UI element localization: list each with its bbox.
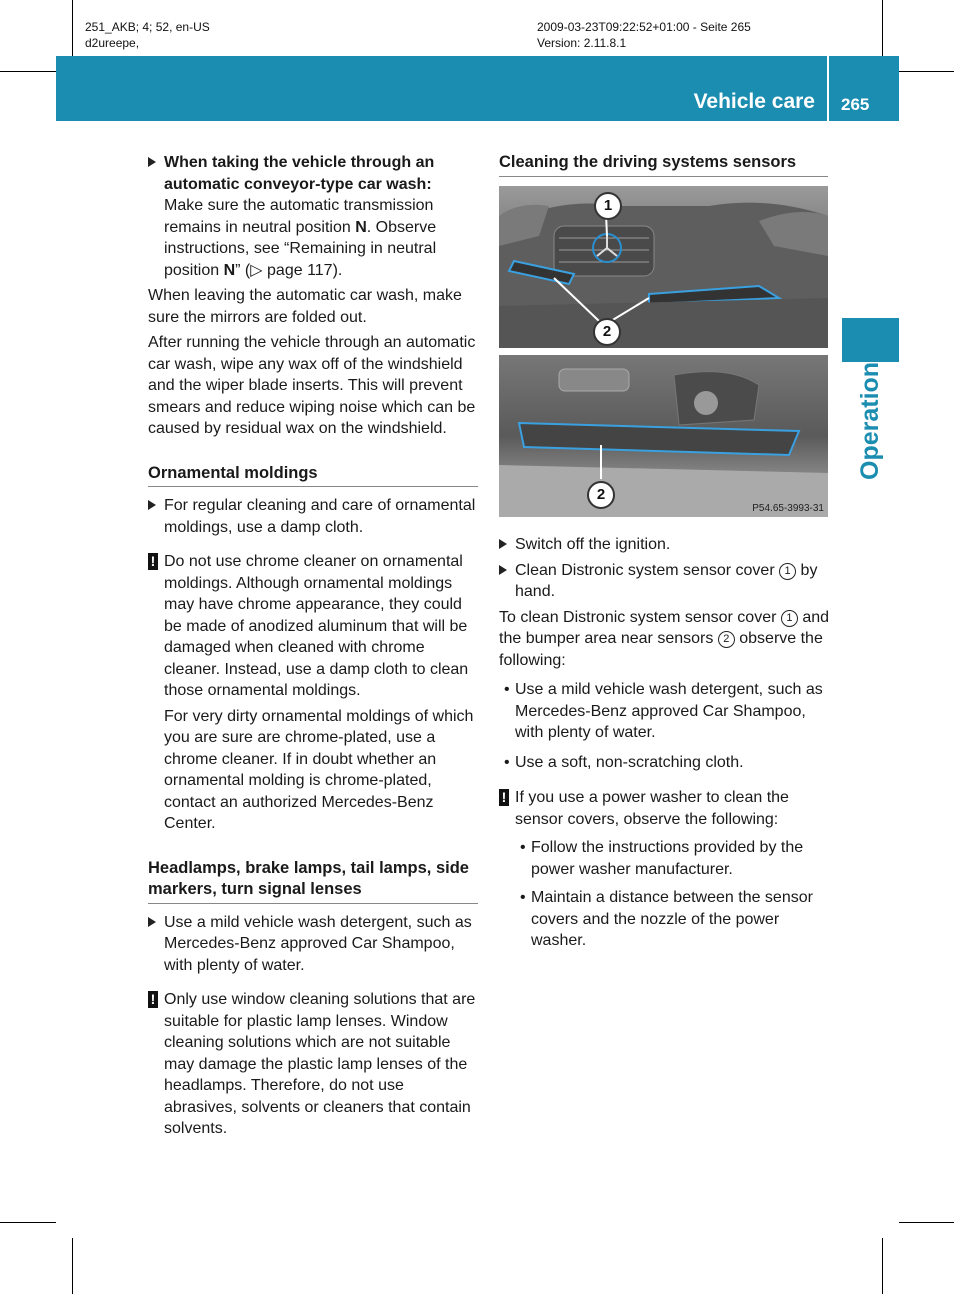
step-text: Switch off the ignition. — [515, 536, 671, 553]
list-item — [499, 679, 829, 744]
number-1-icon: 1 — [781, 610, 798, 627]
step-arrow-icon — [148, 500, 156, 510]
page-ref-arrow-icon: ▷ — [250, 261, 263, 279]
rear-car-illustration — [499, 355, 828, 517]
paragraph-intro — [499, 607, 829, 672]
power-washer-warning — [499, 787, 829, 952]
number-2-icon: 2 — [718, 631, 735, 648]
lamps-warning — [148, 989, 478, 1140]
intro-text: and the bumper area near sensors — [499, 608, 830, 647]
step-text: Make sure the automatic transmission remains in neutral position — [164, 197, 434, 236]
conveyor-wash-step — [148, 152, 478, 281]
bullet-icon: • — [520, 889, 526, 906]
gear-position: N — [355, 218, 367, 236]
ornamental-step — [148, 495, 478, 538]
ignition-step — [499, 534, 829, 556]
print-meta-left — [85, 19, 210, 51]
front-car-illustration — [499, 186, 828, 348]
right-column — [499, 534, 829, 952]
step-text: Use a mild vehicle wash detergent, such as Mercedes-Benz approved Car Shampoo, with plenty of water. — [164, 913, 472, 974]
warning-icon: ! — [499, 789, 509, 806]
rear-bumper-photo — [499, 355, 828, 517]
meta-line: 2009-03-23T09:22:52+01:00 - Seite 265 — [537, 20, 751, 34]
step-arrow-icon — [148, 917, 156, 927]
paragraph-mirrors: When leaving the automatic car wash, make sure the mirrors are folded out. — [148, 287, 462, 326]
gear-position: N — [223, 261, 236, 279]
list-item — [515, 837, 829, 880]
header-divider — [827, 56, 829, 121]
front-bumper-photo — [499, 186, 828, 348]
step-text: by hand. — [515, 561, 818, 600]
warning-text: For very dirty ornamental moldings of which you are sure are chrome-plated, use a chrome cleaner. If in doubt whether an ornamental molding is chrome-plated, contact an authorized Mercedes-Benz Center. — [164, 707, 474, 832]
list-item — [499, 752, 829, 774]
crop-mark — [0, 1222, 56, 1223]
bullet-icon: • — [520, 839, 526, 856]
warning-text: Do not use chrome cleaner on ornamental moldings. Although ornamental moldings may have chrome appearance, they could be made of anodized aluminum that will be damaged when cleaned with chrome cleaner. Instead, use a damp cloth to clean those ornamental moldings. — [164, 553, 469, 699]
right-column-header — [499, 152, 828, 177]
callout-2: 2 — [593, 318, 621, 346]
step-text: ” ( — [235, 261, 251, 279]
heading-ornamental: Ornamental moldings — [148, 463, 478, 488]
step-text: . Observe instructions, see “Remaining in neutral position — [164, 218, 437, 279]
meta-line: d2ureepe, — [85, 36, 140, 50]
page-number: 265 — [841, 95, 870, 114]
lamps-step — [148, 912, 478, 977]
bullet-icon: • — [504, 753, 510, 771]
header-bar — [56, 56, 899, 121]
section-title: Vehicle care — [693, 90, 815, 113]
ornamental-warning — [148, 551, 478, 835]
number-1-icon: 1 — [779, 563, 796, 580]
list-item-text: Use a mild vehicle wash detergent, such as Mercedes-Benz approved Car Shampoo, with plenty of water. — [515, 681, 823, 741]
crop-mark — [882, 1238, 883, 1294]
warning-icon: ! — [148, 553, 158, 570]
paragraph-wax: After running the vehicle through an automatic car wash, wipe any wax off of the windshield and the wiper blade inserts. This will prevent smears and reduce wiping noise which can be caused by residual wax on the windshield. — [148, 334, 476, 437]
step-arrow-icon — [499, 565, 507, 575]
chapter-tab — [842, 318, 899, 362]
list-item-text: Use a soft, non-scratching cloth. — [515, 753, 744, 771]
photo-code: P54.65-3993-31 — [752, 503, 824, 514]
callout-2: 2 — [587, 481, 615, 509]
heading-lamps: Headlamps, brake lamps, tail lamps, side markers, turn signal lenses — [148, 858, 478, 904]
intro-text: To clean Distronic system sensor cover — [499, 608, 781, 626]
crop-mark — [0, 71, 56, 72]
step-arrow-icon — [499, 539, 507, 549]
list-item-text: Follow the instructions provided by the power washer manufacturer. — [531, 839, 804, 878]
crop-mark — [899, 71, 954, 72]
step-text: For regular cleaning and care of ornamental moldings, use a damp cloth. — [164, 497, 476, 536]
list-item — [515, 887, 829, 952]
page-reference[interactable]: page 117). — [262, 261, 343, 279]
step-text: Clean Distronic system sensor cover — [515, 561, 780, 579]
list-item-text: Maintain a distance between the sensor covers and the nozzle of the power washer. — [531, 889, 813, 949]
chapter-label: Operation — [856, 361, 884, 480]
meta-line: 251_AKB; 4; 52, en-US — [85, 20, 210, 34]
heading-sensors: Cleaning the driving systems sensors — [499, 152, 828, 177]
warning-text: If you use a power washer to clean the sensor covers, observe the following: — [515, 789, 789, 828]
callout-1: 1 — [594, 192, 622, 220]
sensor-cover-step — [499, 560, 829, 603]
crop-mark — [882, 0, 883, 56]
warning-text: Only use window cleaning solutions that are suitable for plastic lamp lenses. Window cleaning solutions which are not suitable may damage the plastic lamp lenses of the headlamps. Therefore, do not use abrasives, solvents or cleaners that contain solvents. — [164, 991, 476, 1137]
crop-mark — [899, 1222, 954, 1223]
intro-text: observe the following: — [499, 630, 823, 669]
left-column — [148, 152, 478, 1140]
step-lead: When taking the vehicle through an automatic conveyor-type car wash: — [164, 154, 435, 193]
print-meta-right — [537, 19, 751, 51]
crop-mark — [72, 0, 73, 56]
warning-icon: ! — [148, 991, 158, 1008]
bullet-icon: • — [504, 681, 510, 698]
meta-line: Version: 2.11.8.1 — [537, 36, 627, 50]
crop-mark — [72, 1238, 73, 1294]
step-arrow-icon — [148, 157, 156, 167]
